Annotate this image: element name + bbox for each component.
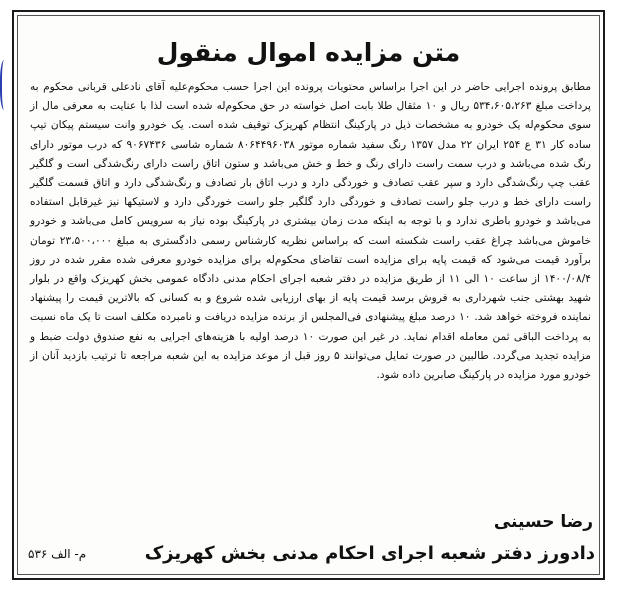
notice-body: مطابق پرونده اجرایی حاضر در این اجرا براساس محتویات پرونده این اجرا حسب محکوم‌علیه آقای نادعلی قربانی محکوم به پرداخت مبلغ ۵۳۴،۶۰۵،۲۶۳ ریال و ۱۰ مثقال طلا بابت اصل خواسته در حق محکوم‌له شده است لذا با عنایت به معرفی مال از سوی محکوم‌له یک خودرو به مشخصات ذیل در پارکینگ انتظام کهریزک توقیف شده است. یک خودرو وانت سیستم پیکان تیپ ساده کار ۳۱ ع ۲۵۴ ایران ۲۲ مدل ۱۳۵۷ رنگ سفید شماره موتور ۸۰۶۴۴۹۶۰۳۸ شماره شاسی ۹۰۶۷۴۳۶ که درب موتور دارای رنگ شده می‌باشد و درب سمت راست دارای رنگ و خط و خش می‌باشد و ستون اتاق راست دارای رنگ‌شدگی است و گلگیر عقب چپ رنگ‌شدگی دارد و سپر عقب تصادف و خوردگی دارد و درب اتاق بار تصادف و رنگ‌شدگی دارد و اتاق قسمت گلگیر راست دارای خط و درب جلو راست تصادف و خوردگی دارد گلگیر جلو راست خوردگی دارد و لاستیکها نیز غیرقابل استفاده می‌باشد و خودرو باطری ندارد و با توجه به اینکه مدت زمان بیشتری در پارکینگ بوده نیاز به سرویس کامل می‌باشد و خودرو خاموش می‌باشد چراغ عقب راست شکسته است که براساس نظریه کارشناس رسمی دادگستری به مبلغ ۲۳،۵۰۰،۰۰۰ تومان برآورد قیمت می‌شود که قیمت پایه برای مزایده است تقاضای محکوم‌له برای مزایده خودرو معرفی شده مقرر شده در روز ۱۴۰۰/۰۸/۴ از ساعت ۱۰ الی ۱۱ از طریق مزایده در دفتر شعبه اجرای احکام مدنی دادگاه عمومی بخش کهریزک واقع در بلوار شهید بهشتی جنب شهرداری به فروش برسد قیمت پایه از بهای ارزیابی شده شروع و به کسانی که بالاترین قیمت را پیشنهاد نماینده فروخته خواهد شد. ۱۰ درصد مبلغ پیشنهادی فی‌المجلس از برنده مزایده دریافت و نامبرده مکلف است تا یک ماه نسبت به پرداخت الباقی ثمن معامله اقدام نماید. در غیر این صورت ۱۰ درصد اولیه با هزینه‌های اجرایی به نفع صندوق دولت ضبط و مزایده تجدید می‌گردد. طالبین در صورت تمایل می‌توانند ۵ روز قبل از موعد مزایده به این شعبه مراجعه تا ترتیب بازدید آنان از خودرو مورد مزایده در پارکینگ صابرین داده شود. [30,81,592,382]
signer-name: رضا حسینی [493,512,593,532]
reference-number: م- الف ۵۳۶ [28,547,87,561]
notice-title: متن مزایده اموال منقول [156,38,461,67]
issuing-office: دادورز دفتر شعبه اجرای احکام مدنی بخش کهریزک [144,543,595,564]
pen-mark [0,60,10,110]
notice-frame [12,10,605,580]
